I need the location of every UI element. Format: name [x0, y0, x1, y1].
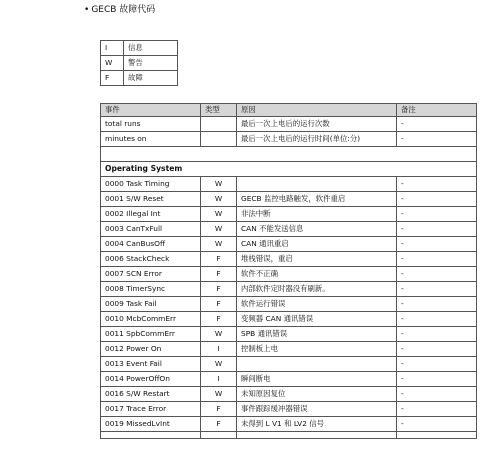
reason-cell: 事件跟踪缓冲器错误 [237, 402, 397, 417]
type-cell: F [201, 252, 237, 267]
legend-label: 故障 [124, 71, 178, 86]
legend-label: 警告 [124, 56, 178, 71]
type-cell: W [201, 177, 237, 192]
event-name: StackCheck [126, 254, 170, 263]
table-row [101, 117, 477, 132]
event-cell: minutes on [101, 132, 201, 147]
legend-label: 信息 [124, 41, 178, 56]
note-cell: - [397, 237, 477, 252]
event-code: 0012 [105, 344, 124, 353]
note-cell: - [397, 357, 477, 372]
table-row [101, 342, 477, 357]
type-cell: W [201, 237, 237, 252]
reason-cell: 最后一次上电后的运行时间(单位:分) [237, 132, 397, 147]
section-title-row [101, 162, 477, 177]
header-type: 类型 [201, 104, 237, 117]
event-cell [101, 222, 201, 237]
event-code: 0013 [105, 359, 124, 368]
event-name: CanBusOff [126, 239, 166, 248]
table-row [101, 207, 477, 222]
type-cell: F [201, 402, 237, 417]
legend-code: F [101, 71, 124, 86]
note-cell: - [397, 222, 477, 237]
legend-table [100, 40, 178, 86]
bullet-icon: • [84, 5, 90, 15]
blank-cell [101, 147, 477, 162]
event-name: Task Timing [126, 179, 170, 188]
type-cell: W [201, 192, 237, 207]
reason-cell: CAN 不能发送信息 [237, 222, 397, 237]
partial-row [101, 432, 477, 439]
reason-cell: 瞬间断电 [237, 372, 397, 387]
event-cell: total runs [101, 117, 201, 132]
type-cell: F [201, 267, 237, 282]
header-note: 备注 [397, 104, 477, 117]
reason-cell [237, 357, 397, 372]
event-cell [101, 267, 201, 282]
note-cell: - [397, 387, 477, 402]
table-row [101, 267, 477, 282]
note-cell: - [397, 282, 477, 297]
reason-cell: 最后一次上电后的运行次数 [237, 117, 397, 132]
legend-body [101, 41, 178, 86]
table-row [101, 312, 477, 327]
reason-cell: GECB 监控电路触发，软件重启 [237, 192, 397, 207]
event-code: 0002 [105, 209, 124, 218]
partial-cell [237, 432, 397, 439]
reason-cell: 堆栈错误，重启 [237, 252, 397, 267]
heading-text: GECB 故障代码 [91, 5, 156, 15]
type-cell: I [201, 342, 237, 357]
table-row [101, 132, 477, 147]
header-event: 事件 [101, 104, 201, 117]
event-cell [101, 402, 201, 417]
note-cell: - [397, 297, 477, 312]
event-name: CanTxFull [126, 224, 163, 233]
event-cell [101, 417, 201, 432]
note-cell: - [397, 177, 477, 192]
event-code: 0009 [105, 299, 124, 308]
note-cell: - [397, 117, 477, 132]
event-code: 0016 [105, 389, 124, 398]
event-code: 0011 [105, 329, 124, 338]
type-cell [201, 117, 237, 132]
note-cell: - [397, 252, 477, 267]
event-code: 0017 [105, 404, 124, 413]
type-cell: W [201, 222, 237, 237]
reason-cell [237, 177, 397, 192]
event-name: MissedLvInt [126, 419, 170, 428]
type-cell: F [201, 312, 237, 327]
legend-code: I [101, 41, 124, 56]
type-cell: I [201, 372, 237, 387]
table-row [101, 192, 477, 207]
event-cell [101, 207, 201, 222]
type-cell: F [201, 417, 237, 432]
note-cell: - [397, 327, 477, 342]
note-cell: - [397, 417, 477, 432]
partial-cell [101, 432, 201, 439]
table-row [101, 327, 477, 342]
type-cell: W [201, 207, 237, 222]
fault-code-body [101, 104, 477, 439]
event-name: Task Fail [126, 299, 157, 308]
type-cell: F [201, 282, 237, 297]
section-heading [84, 4, 155, 16]
legend-code: W [101, 56, 124, 71]
note-cell: - [397, 267, 477, 282]
type-cell: F [201, 297, 237, 312]
reason-cell: 变频器 CAN 通讯错误 [237, 312, 397, 327]
fault-code-table [100, 103, 477, 439]
type-cell [201, 132, 237, 147]
table-row [101, 372, 477, 387]
type-cell: W [201, 357, 237, 372]
reason-cell: 控制板上电 [237, 342, 397, 357]
event-name: SCN Error [126, 269, 162, 278]
event-cell [101, 372, 201, 387]
event-code: 0004 [105, 239, 124, 248]
event-name: Power On [126, 344, 162, 353]
note-cell: - [397, 372, 477, 387]
event-code: 0007 [105, 269, 124, 278]
event-name: S/W Reset [126, 194, 164, 203]
event-name: SpbCommErr [126, 329, 175, 338]
event-code: 0000 [105, 179, 124, 188]
note-cell: - [397, 312, 477, 327]
event-code: 0003 [105, 224, 124, 233]
event-name: McbCommErr [126, 314, 177, 323]
reason-cell: 软件运行错误 [237, 297, 397, 312]
event-name: TimerSync [126, 284, 166, 293]
event-cell [101, 312, 201, 327]
event-name: S/W Restart [126, 389, 170, 398]
event-name: PowerOffOn [126, 374, 170, 383]
note-cell: - [397, 402, 477, 417]
table-row [101, 222, 477, 237]
event-cell [101, 342, 201, 357]
event-cell [101, 327, 201, 342]
table-row [101, 177, 477, 192]
event-code: 0008 [105, 284, 124, 293]
table-header-row [101, 104, 477, 117]
legend-row [101, 41, 178, 56]
event-cell [101, 192, 201, 207]
event-cell [101, 237, 201, 252]
event-cell [101, 252, 201, 267]
legend-row [101, 56, 178, 71]
reason-cell: 非法中断 [237, 207, 397, 222]
event-name: Event Fail [126, 359, 162, 368]
event-cell [101, 177, 201, 192]
event-code: 0019 [105, 419, 124, 428]
table-row [101, 357, 477, 372]
event-code: 0006 [105, 254, 124, 263]
table-row [101, 417, 477, 432]
type-cell: W [201, 387, 237, 402]
table-row [101, 282, 477, 297]
reason-cell: 内部软件定时器没有刷新。 [237, 282, 397, 297]
table-row [101, 237, 477, 252]
event-cell [101, 282, 201, 297]
type-cell: W [201, 327, 237, 342]
event-name: Illegal Int [126, 209, 161, 218]
event-cell [101, 297, 201, 312]
table-row [101, 252, 477, 267]
note-cell: - [397, 132, 477, 147]
legend-row [101, 71, 178, 86]
reason-cell: SPB 通讯错误 [237, 327, 397, 342]
reason-cell: 未得到 L V1 和 LV2 信号 [237, 417, 397, 432]
reason-cell: CAN 通讯重启 [237, 237, 397, 252]
header-reason: 原因 [237, 104, 397, 117]
event-cell [101, 387, 201, 402]
blank-row [101, 147, 477, 162]
note-cell: - [397, 207, 477, 222]
note-cell: - [397, 192, 477, 207]
reason-cell: 未知原因复位 [237, 387, 397, 402]
partial-cell [397, 432, 477, 439]
reason-cell: 软件不正确 [237, 267, 397, 282]
section-title: Operating System [101, 162, 477, 177]
event-cell [101, 357, 201, 372]
event-code: 0010 [105, 314, 124, 323]
event-code: 0001 [105, 194, 124, 203]
event-code: 0014 [105, 374, 124, 383]
partial-cell [201, 432, 237, 439]
table-row [101, 387, 477, 402]
table-row [101, 402, 477, 417]
event-name: Trace Error [126, 404, 167, 413]
note-cell: - [397, 342, 477, 357]
table-row [101, 297, 477, 312]
